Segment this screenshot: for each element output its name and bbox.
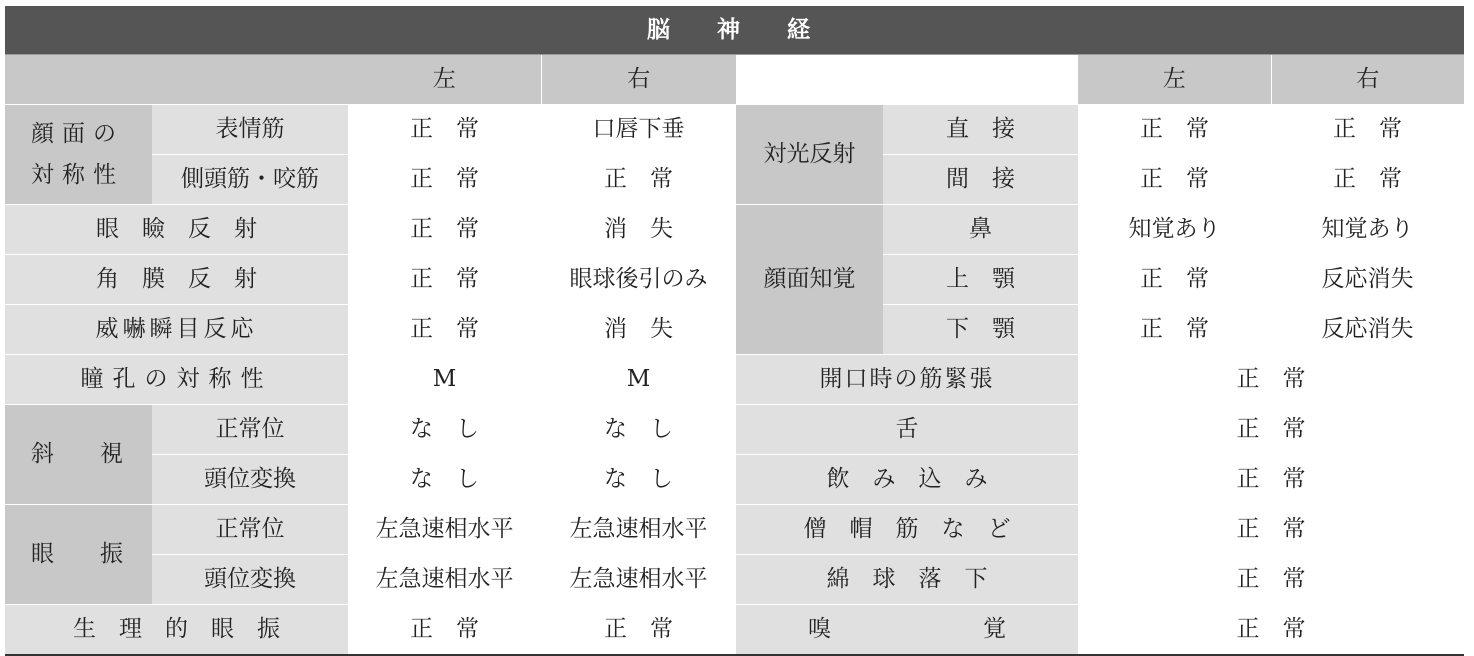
- cell-left: 正 常: [348, 605, 541, 656]
- table-row: [5, 605, 1464, 656]
- table-row: [5, 205, 1464, 255]
- row-group-label: 顔面知覚: [736, 205, 883, 355]
- row-label: 僧 帽 筋 な ど: [736, 505, 1078, 555]
- cell-left: 正 常: [348, 105, 541, 155]
- cell-right: 消 失: [541, 205, 736, 255]
- cell-left: な し: [348, 405, 541, 455]
- cell-left: 正 常: [348, 305, 541, 355]
- header-left-side-2: 左: [1078, 55, 1271, 105]
- cell-both: 正 常: [1078, 455, 1464, 505]
- cell-right: 正 常: [541, 155, 736, 205]
- cell-left: 正 常: [1078, 255, 1271, 305]
- row-group-label: 対光反射: [736, 105, 883, 205]
- cell-right: な し: [541, 455, 736, 505]
- header-blank-left: [5, 55, 348, 105]
- header-left-side: 左: [348, 55, 541, 105]
- cell-left: な し: [348, 455, 541, 505]
- row-label: 頭位変換: [152, 555, 348, 605]
- cell-both: 正 常: [1078, 605, 1464, 656]
- cell-left: 正 常: [348, 205, 541, 255]
- row-label: 綿 球 落 下: [736, 555, 1078, 605]
- row-label: 舌: [736, 405, 1078, 455]
- cell-both: 正 常: [1078, 405, 1464, 455]
- row-label: 表情筋: [152, 105, 348, 155]
- row-label: 正常位: [152, 405, 348, 455]
- cranial-nerve-table: [5, 6, 1464, 656]
- table-row: [5, 405, 1464, 455]
- cell-right: 左急速相水平: [541, 555, 736, 605]
- cell-right: 反応消失: [1271, 255, 1464, 305]
- row-label: 開口時の筋緊張: [736, 355, 1078, 405]
- table-row: [5, 555, 1464, 605]
- header-right-side-2: 右: [1271, 55, 1464, 105]
- table-row: [5, 355, 1464, 405]
- cell-right: 左急速相水平: [541, 505, 736, 555]
- row-group-label: 眼 振: [5, 505, 152, 605]
- cell-left: 正 常: [1078, 105, 1271, 155]
- cell-right: 正 常: [541, 605, 736, 656]
- row-group-label: 斜 視: [5, 405, 152, 505]
- cell-right: 知覚あり: [1271, 205, 1464, 255]
- row-label: 生 理 的 眼 振: [5, 605, 348, 656]
- cell-right: 反応消失: [1271, 305, 1464, 355]
- row-label-split: [736, 605, 1078, 656]
- table-title: 脳 神 経: [5, 6, 1464, 55]
- row-label: 間 接: [883, 155, 1078, 205]
- header-row: [5, 55, 1464, 105]
- row-label: 正常位: [152, 505, 348, 555]
- row-label: 直 接: [883, 105, 1078, 155]
- cell-right: M: [541, 355, 736, 405]
- cell-right: な し: [541, 405, 736, 455]
- table-row: [5, 505, 1464, 555]
- table-row: [5, 105, 1464, 155]
- row-label: 飲 み 込 み: [736, 455, 1078, 505]
- table-row: [5, 255, 1464, 305]
- cell-left: M: [348, 355, 541, 405]
- row-group-label: 顔面の 対称性: [5, 105, 152, 205]
- row-label: 瞳孔の対称性: [5, 355, 348, 405]
- cell-left: 正 常: [348, 255, 541, 305]
- row-label: 側頭筋・咬筋: [152, 155, 348, 205]
- row-label: 鼻: [883, 205, 1078, 255]
- row-label: 眼 瞼 反 射: [5, 205, 348, 255]
- row-label-part-b: 覚: [983, 616, 1006, 642]
- cell-left: 正 常: [1078, 305, 1271, 355]
- header-blank-right: [736, 55, 1078, 105]
- cell-left: 左急速相水平: [348, 555, 541, 605]
- cell-right: 消 失: [541, 305, 736, 355]
- table-row: [5, 155, 1464, 205]
- row-label: 上 顎: [883, 255, 1078, 305]
- cell-left: 知覚あり: [1078, 205, 1271, 255]
- row-label-part-a: 嗅: [808, 616, 831, 642]
- cell-both: 正 常: [1078, 355, 1464, 405]
- row-label: 威嚇瞬目反応: [5, 305, 348, 355]
- cell-left: 左急速相水平: [348, 505, 541, 555]
- row-label: 角 膜 反 射: [5, 255, 348, 305]
- cell-left: 正 常: [348, 155, 541, 205]
- cell-right: 口唇下垂: [541, 105, 736, 155]
- cell-right: 正 常: [1271, 155, 1464, 205]
- cell-right: 正 常: [1271, 105, 1464, 155]
- table-row: [5, 305, 1464, 355]
- cell-both: 正 常: [1078, 555, 1464, 605]
- cell-left: 正 常: [1078, 155, 1271, 205]
- table-row: [5, 455, 1464, 505]
- cell-both: 正 常: [1078, 505, 1464, 555]
- header-right-side: 右: [541, 55, 736, 105]
- title-row: [5, 6, 1464, 55]
- row-label: 下 顎: [883, 305, 1078, 355]
- row-label: 頭位変換: [152, 455, 348, 505]
- cell-right: 眼球後引のみ: [541, 255, 736, 305]
